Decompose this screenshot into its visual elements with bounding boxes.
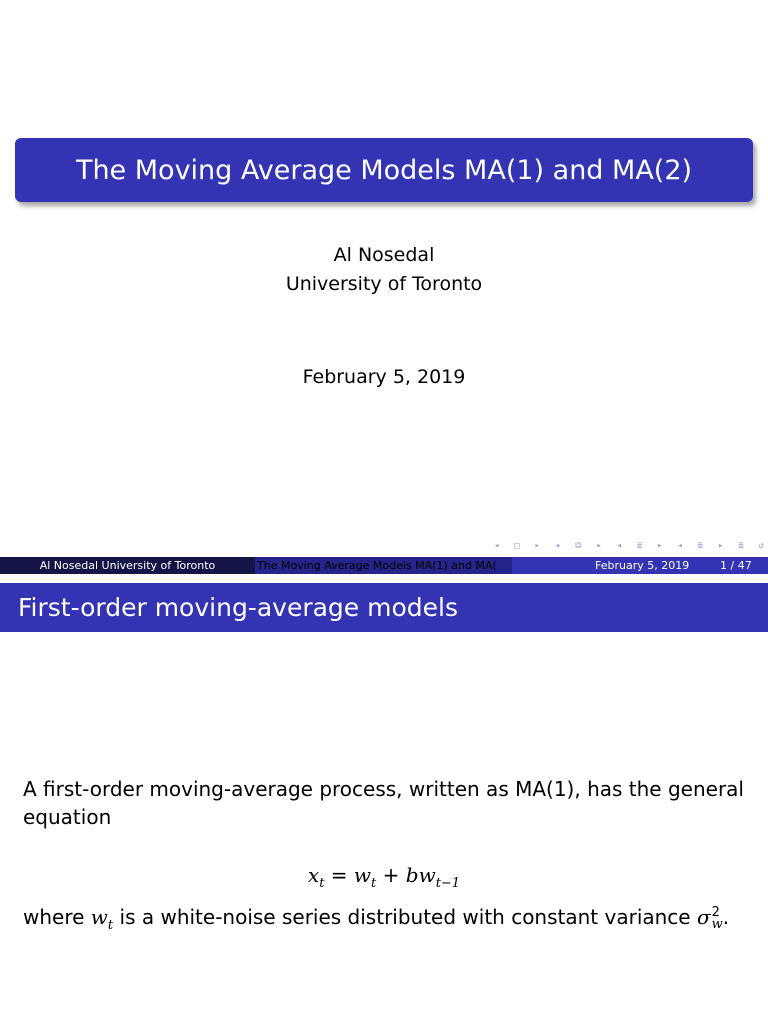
nav-section-icon[interactable]: ≣ bbox=[636, 541, 643, 551]
author: Al Nosedal bbox=[333, 244, 435, 266]
eq-plus: + bbox=[376, 863, 406, 887]
nav-frame-icon[interactable]: □ bbox=[514, 541, 520, 551]
frame-title: First-order moving-average models bbox=[18, 593, 458, 622]
eq-bw: bw bbox=[405, 863, 436, 887]
where-suffix: . bbox=[722, 905, 730, 929]
eq-equals: = bbox=[324, 863, 354, 887]
where-sigma-sub: w bbox=[711, 916, 723, 932]
affiliation: University of Toronto bbox=[285, 273, 483, 295]
nav-section-icon[interactable]: ≣ bbox=[697, 541, 704, 551]
footer-right bbox=[512, 557, 768, 574]
presentation-title: The Moving Average Models MA(1) and MA(2) bbox=[75, 154, 693, 186]
nav-search-icon[interactable]: ↺ bbox=[758, 541, 764, 551]
nav-right-arrow-icon[interactable]: ▸ bbox=[596, 541, 602, 551]
title-box bbox=[15, 138, 753, 202]
nav-right-arrow-icon[interactable]: ▸ bbox=[717, 541, 724, 551]
footer-bar bbox=[0, 557, 768, 574]
where-var: w bbox=[90, 905, 108, 929]
eq-bw-sub: t−1 bbox=[435, 876, 461, 891]
footer-title: The Moving Average Models MA(1) and MA( bbox=[255, 557, 512, 574]
nav-doc-icon[interactable]: ≣ bbox=[738, 541, 744, 551]
beamer-navigation[interactable] bbox=[494, 539, 764, 553]
presentation-date: February 5, 2019 bbox=[302, 366, 466, 388]
where-var-sub: t bbox=[107, 918, 114, 933]
body-paragraph: A first-order moving-average process, written as MA(1), has the general equation bbox=[23, 777, 744, 829]
footer-date: February 5, 2019 bbox=[595, 559, 690, 572]
nav-right-arrow-icon[interactable]: ▸ bbox=[534, 541, 540, 551]
nav-left-arrow-icon[interactable]: ◂ bbox=[677, 541, 683, 551]
eq-w: w bbox=[353, 863, 372, 887]
where-sigma-scripts bbox=[711, 904, 723, 932]
where-prefix: where bbox=[23, 905, 91, 929]
where-sigma: σ bbox=[696, 905, 711, 929]
frame-title-bar bbox=[0, 583, 768, 632]
eq-x: x bbox=[307, 863, 320, 887]
ma1-equation bbox=[0, 862, 768, 897]
footer-author: Al Nosedal University of Toronto bbox=[0, 557, 255, 574]
nav-subsection-icon[interactable]: ⧉ bbox=[575, 541, 582, 551]
footer-page-number: 1 / 47 bbox=[720, 559, 752, 572]
where-sigma-sup: 2 bbox=[711, 904, 720, 920]
nav-left-arrow-icon[interactable]: ◂ bbox=[616, 541, 623, 551]
where-middle: is a white-noise series distributed with constant variance bbox=[113, 905, 697, 929]
nav-left-arrow-icon[interactable]: ◂ bbox=[494, 541, 500, 551]
where-sentence bbox=[23, 903, 748, 940]
eq-x-sub: t bbox=[319, 876, 325, 891]
eq-w-sub: t bbox=[371, 876, 377, 891]
nav-left-arrow-icon[interactable]: ◂ bbox=[554, 541, 561, 551]
nav-right-arrow-icon[interactable]: ▸ bbox=[657, 541, 663, 551]
